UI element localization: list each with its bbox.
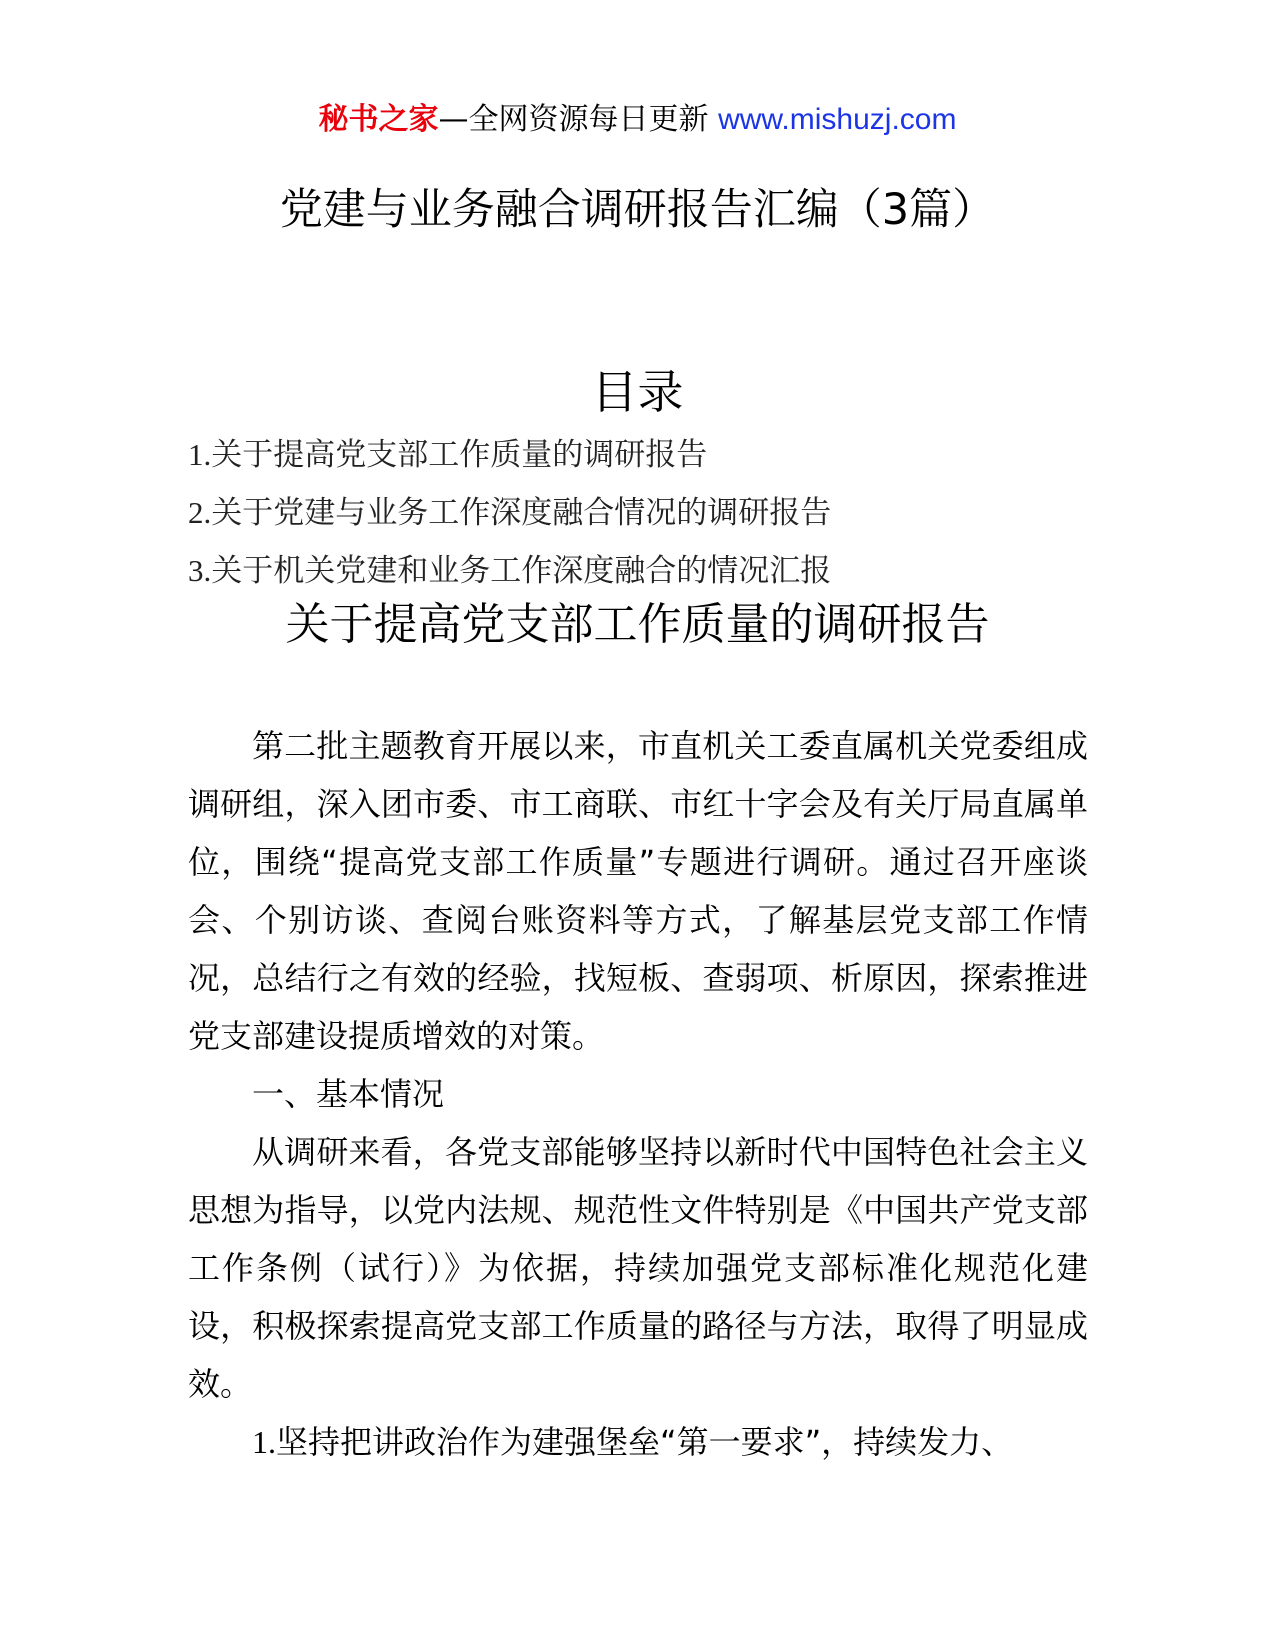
site-url-link[interactable]: www.mishuzj.com — [718, 103, 957, 136]
body-paragraph: 从调研来看，各党支部能够坚持以新时代中国特色社会主义思想为指导，以党内法规、规范性文件特别是《中国共产党支部工作条例（试行）》为依据，持续加强党支部标准化规范化建设，积极探索提高党支部工作质量的路径与方法，取得了明显成效。 — [188, 1133, 1088, 1403]
toc-item-number: 3. — [188, 553, 212, 588]
toc-item-text: 关于提高党支部工作质量的调研报告 — [211, 437, 708, 473]
toc-item-1[interactable] — [188, 426, 831, 484]
paragraph-number: 1. — [252, 1424, 276, 1460]
document-title: 党建与业务融合调研报告汇编（3篇） — [279, 185, 996, 235]
report-body — [188, 717, 1088, 1471]
toc-item-text: 关于机关党建和业务工作深度融合的情况汇报 — [211, 553, 832, 589]
brand-name: 秘书之家 — [318, 102, 439, 137]
toc-item-3[interactable] — [188, 542, 831, 600]
toc-item-number: 1. — [188, 437, 212, 472]
toc-item-2[interactable] — [188, 484, 831, 542]
toc-item-text: 关于党建与业务工作深度融合情况的调研报告 — [211, 495, 832, 531]
body-paragraph-numbered — [188, 1413, 1088, 1471]
site-header — [0, 100, 1275, 140]
body-paragraph: 第二批主题教育开展以来，市直机关工委直属机关党委组成调研组，深入团市委、市工商联、市红十字会及有关厅局直属单位，围绕“提高党支部工作质量”专题进行调研。通过召开座谈会、个别访谈、查阅台账资料等方式，了解基层党支部工作情况，总结行之有效的经验，找短板、查弱项、析原因，探索推进党支部建设提质增效的对策。 — [188, 727, 1088, 1055]
report-title: 关于提高党支部工作质量的调研报告 — [285, 599, 990, 650]
toc-title: 目录 — [591, 365, 684, 419]
section-heading: 一、基本情况 — [252, 1075, 445, 1113]
table-of-contents — [188, 426, 831, 600]
paragraph-text: 坚持把讲政治作为建强堡垒“第一要求”，持续发力、 — [276, 1423, 1014, 1461]
site-slogan: —全网资源每日更新 — [438, 102, 719, 137]
toc-item-number: 2. — [188, 495, 212, 530]
